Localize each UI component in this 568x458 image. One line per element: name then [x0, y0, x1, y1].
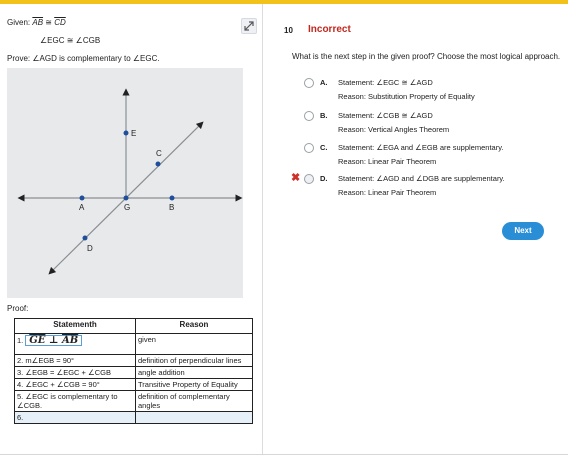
given-statement: Given: $\overline{AB}$ ≅ $\overline{CD}$ — [7, 18, 66, 27]
label-d: D — [87, 244, 93, 253]
point-d — [83, 236, 88, 241]
table-row-empty — [15, 412, 253, 424]
label-g: G — [124, 203, 131, 212]
reason-cell — [136, 412, 253, 424]
question-pane: 10 Incorrect What is the next step in the given proof? Choose the most logical approach. A. Statement: ∠EGC ≅ ∠AGD Reason: Substitution Property of Equality B. Statement: ∠CGB ≅ ∠AGD Reason: Vertical Angles Theorem C. Statement: ∠EGA and ∠EGB are supplementary. Reason: Linear Pair Theorem ✖ D. Statement: ∠AGD and ∠DGB are supplementary. Reason: Linear Pair Theorem Next — [264, 4, 568, 458]
point-b — [170, 196, 175, 201]
given-angles: ∠EGC ≅ ∠CGB — [40, 36, 101, 45]
wrong-answer-icon: ✖ — [291, 172, 301, 184]
radio-a[interactable] — [304, 78, 314, 88]
reason-cell: angle addition — [136, 367, 253, 379]
table-row — [15, 379, 253, 391]
statement-header: Statementh — [15, 319, 136, 334]
point-a — [80, 196, 85, 201]
next-button[interactable]: Next — [502, 222, 544, 240]
reason-cell: Transitive Property of Equality — [136, 379, 253, 391]
table-row — [15, 391, 253, 412]
reason-cell: given — [136, 334, 253, 355]
statement-cell: 5. ∠EGC is complementary to ∠CGB. — [15, 391, 136, 412]
radio-c[interactable] — [304, 143, 314, 153]
problem-pane — [0, 4, 262, 458]
statement-cell: 2. m∠EGB = 90° — [15, 355, 136, 367]
prove-statement: Prove: ∠AGD is complementary to ∠EGC. — [7, 54, 160, 63]
statement-cell: 4. ∠EGC + ∠CGB = 90° — [15, 379, 136, 391]
statement-cell: 1. $\overline{GE}$ ⊥ $\overline{AB}$ — [15, 334, 136, 355]
question-number: 10 — [284, 26, 293, 35]
bottom-divider — [0, 454, 568, 455]
pane-divider — [262, 4, 263, 454]
proof-label: Proof: — [7, 304, 29, 313]
label-a: A — [79, 203, 85, 212]
status-incorrect: Incorrect — [308, 24, 351, 35]
statement-cell: 6. — [15, 412, 136, 424]
table-row — [15, 355, 253, 367]
radio-d[interactable] — [304, 174, 314, 184]
proof-table — [14, 318, 253, 424]
label-e: E — [131, 129, 137, 138]
reason-cell: definition of perpendicular lines — [136, 355, 253, 367]
point-g — [124, 196, 129, 201]
table-row — [15, 367, 253, 379]
geometry-figure — [7, 68, 243, 298]
question-text: What is the next step in the given proof? Choose the most logical approach. — [292, 52, 561, 61]
label-b: B — [169, 203, 175, 212]
statement-1-box: $\overline{GE}$ ⊥ $\overline{AB}$ — [25, 335, 82, 346]
point-e — [124, 131, 129, 136]
radio-b[interactable] — [304, 111, 314, 121]
label-c: C — [156, 149, 162, 158]
expand-icon[interactable] — [241, 18, 257, 34]
reason-header: Reason — [136, 319, 253, 334]
reason-cell: definition of complementary angles — [136, 391, 253, 412]
table-row — [15, 334, 253, 355]
point-c — [156, 162, 161, 167]
statement-cell: 3. ∠EGB = ∠EGC + ∠CGB — [15, 367, 136, 379]
